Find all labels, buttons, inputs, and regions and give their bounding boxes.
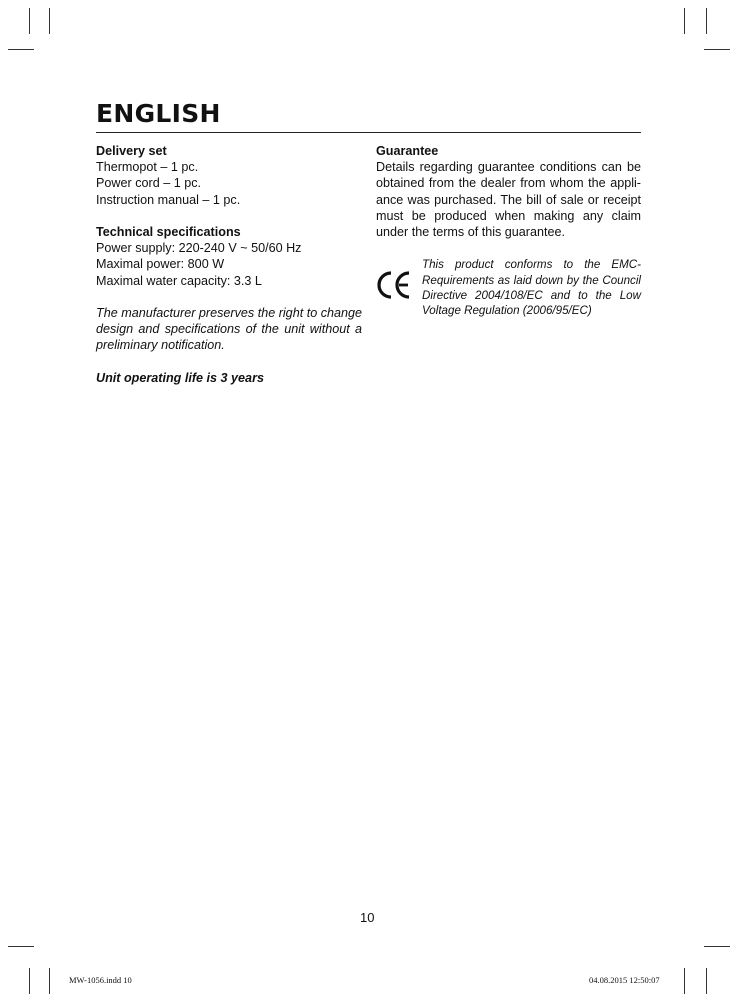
crop-mark <box>704 946 730 947</box>
crop-mark <box>684 968 685 994</box>
crop-mark <box>706 8 707 34</box>
left-column <box>96 143 362 386</box>
crop-mark <box>706 968 707 994</box>
delivery-item: Thermopot – 1 pc. <box>96 160 199 175</box>
crop-mark <box>49 968 50 994</box>
delivery-item: Instruction manual – 1 pc. <box>96 192 241 207</box>
crop-mark <box>8 49 34 50</box>
ce-mark-icon <box>376 270 414 300</box>
page-title: ENGLISH <box>96 99 221 128</box>
delivery-item: Power cord – 1 pc. <box>96 176 201 191</box>
crop-mark <box>29 968 30 994</box>
guarantee-text: Details regarding guarantee conditions can be obtained from the dealer from whom the appli-ance was purchased. The bill of sale or receipt must be produced when making any claim under the terms of this guarantee. <box>376 160 641 240</box>
right-column <box>376 143 641 317</box>
ce-notice <box>376 257 641 317</box>
spec-item: Maximal power: 800 W <box>96 257 225 272</box>
spec-item: Maximal water capacity: 3.3 L <box>96 273 262 288</box>
delivery-set-heading: Delivery set <box>96 144 167 158</box>
crop-mark <box>8 946 34 947</box>
manufacturer-note: The manufacturer preserves the right to change design and specifications of the unit without a preliminary notification. <box>96 306 363 353</box>
page-number: 10 <box>360 910 375 925</box>
crop-mark <box>49 8 50 34</box>
guarantee-heading: Guarantee <box>376 144 439 158</box>
crop-mark <box>704 49 730 50</box>
footer-timestamp: 04.08.2015 12:50:07 <box>589 975 660 985</box>
technical-specs-heading: Technical specifications <box>96 225 241 239</box>
crop-mark <box>684 8 685 34</box>
footer-file-name: MW-1056.indd 10 <box>69 975 132 985</box>
title-divider <box>96 132 641 133</box>
operating-life-note: Unit operating life is 3 years <box>96 370 264 385</box>
crop-mark <box>29 8 30 34</box>
spec-item: Power supply: 220-240 V ~ 50/60 Hz <box>96 241 302 256</box>
ce-conformity-text: This product conforms to the EMC-Requirements as laid down by the Council Directive 2004/108/EC and to the Low Voltage Regulation (2006/95/EC) <box>422 258 641 318</box>
